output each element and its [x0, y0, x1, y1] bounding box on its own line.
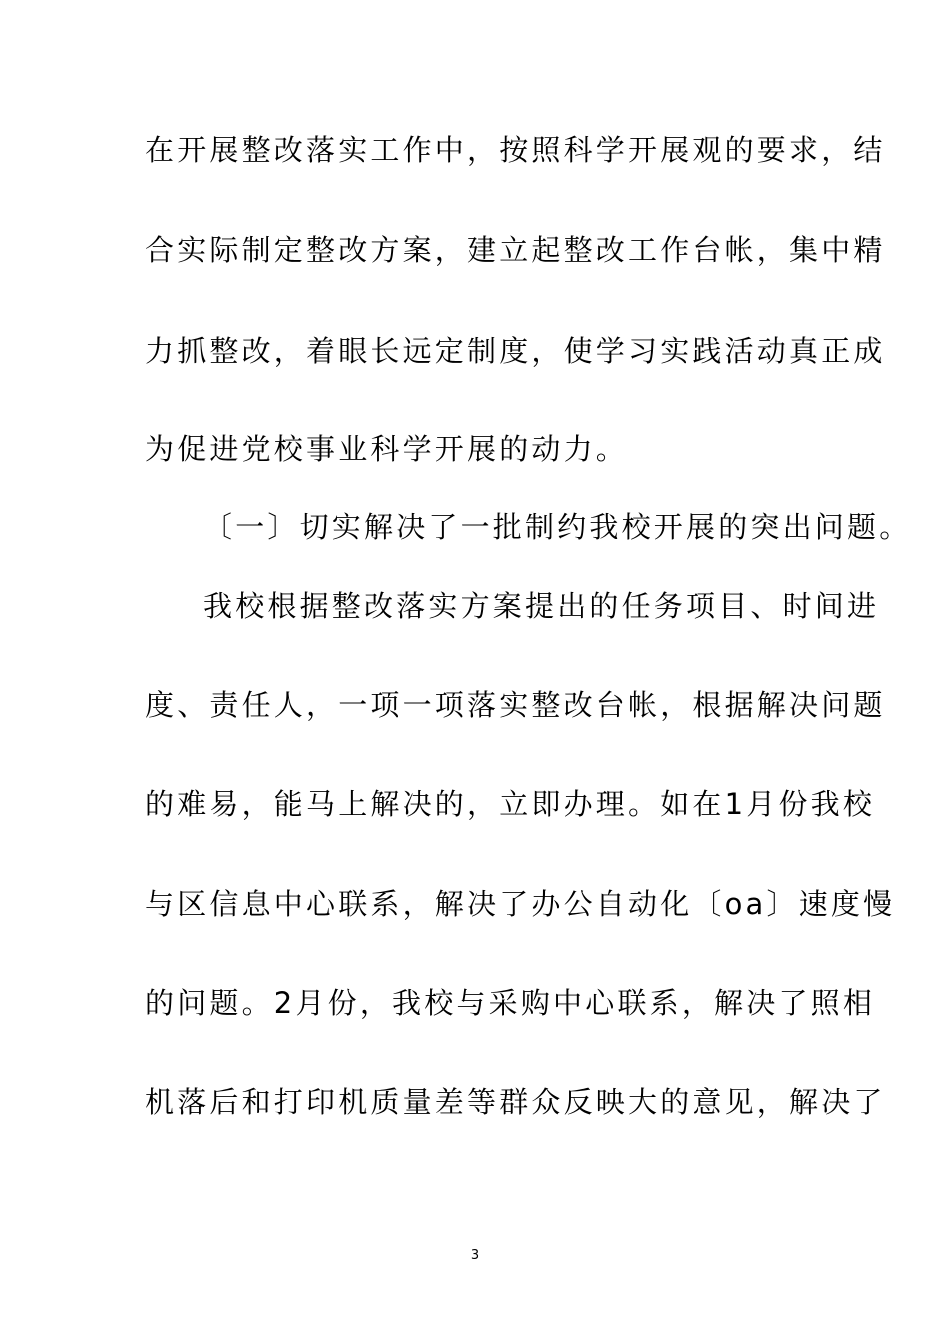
body-text-line: 在开展整改落实工作中，按照科学开展观的要求，结	[145, 133, 886, 167]
paragraph-first-line: 我校根据整改落实方案提出的任务项目、时间进	[203, 589, 880, 623]
body-text-line: 的难易，能马上解决的，立即办理。如在1月份我校	[145, 787, 876, 821]
body-text-line: 合实际制定整改方案，建立起整改工作台帐，集中精	[145, 233, 886, 267]
body-text-line: 与区信息中心联系，解决了办公自动化〔oa〕速度慢	[145, 887, 896, 921]
page-number: 3	[470, 1248, 480, 1263]
body-text-line: 为促进党校事业科学开展的动力。	[145, 432, 629, 466]
body-text-line: 机落后和打印机质量差等群众反映大的意见，解决了	[145, 1085, 886, 1119]
body-text-line: 力抓整改，着眼长远定制度，使学习实践活动真正成	[145, 334, 886, 368]
body-text-line: 度、责任人，一项一项落实整改台帐，根据解决问题	[145, 688, 886, 722]
body-text-line: 的问题。2月份，我校与采购中心联系，解决了照相	[145, 986, 876, 1020]
section-heading: 〔一〕切实解决了一批制约我校开展的突出问题。	[203, 510, 912, 544]
